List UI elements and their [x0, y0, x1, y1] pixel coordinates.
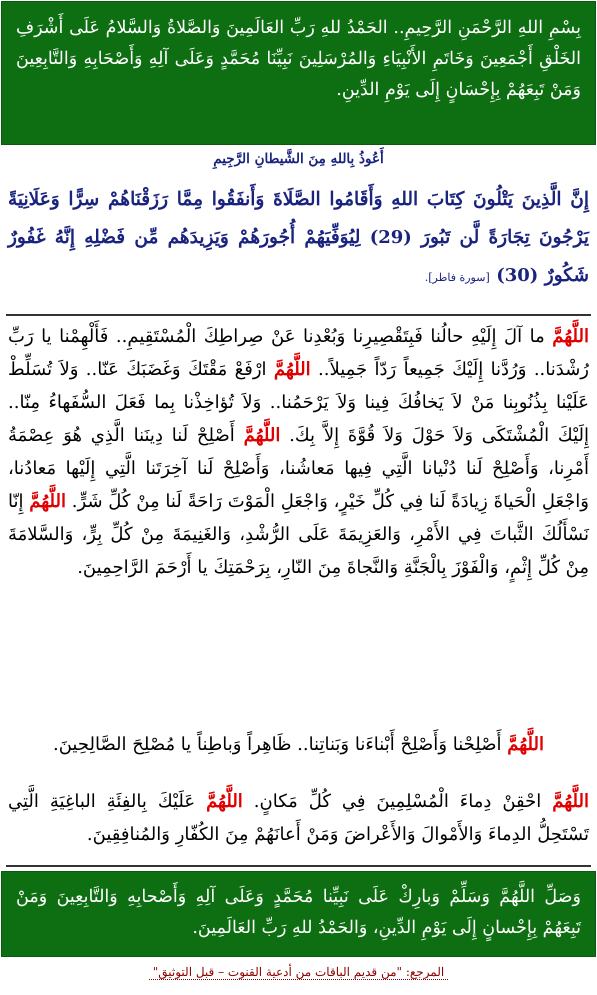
dua-1-segment-4: إِنّا نَسْأَلُكَ الثَّباتَ فِي الأَمْرِ، وَالعَزِيمَةَ عَلَى الرُّشْدِ، وَالغَنِيمَةَ مِنْ كُلِّ بِرٍّ، وَالسَّلامَةَ مِنْ كُلِّ إِثْمٍ، وَالْفَوْزَ بِالْجَنَّةِ وَالنَّجاةَ مِنَ النّارِ، بِرَحْمَتِكَ يا أَرْحَمَ الرَّاحِمِينَ. — [8, 491, 589, 578]
closing-salawat-text: وَصَلِّ اللَّهُمَّ وَسَلِّمْ وَبارِكْ عَلَى نَبِيِّنا مُحَمَّدٍ وَعَلَى آلِهِ وَأَصْحابِهِ وَالتَّابِعِينَ وَمَنْ تَبِعَهُمْ بِإِحْسانٍ إِلَى يَوْمِ الدِّينِ، وَالحَمْدُ للهِ رَبِّ العَالَمِينَ. — [16, 887, 581, 938]
quran-verse-29: إِنَّ الَّذِينَ يَتْلُونَ كِتَابَ اللهِ وَأَقَامُوا الصَّلَاةَ وَأَنفَقُوا مِمَّا رَزَقْنَاهُمْ سِرًّا وَعَلَانِيَةً يَرْجُونَ تِجَارَةً لَّن تَبُورَ — [8, 189, 589, 248]
allahumma-word: اللَّهُمَّ — [273, 359, 311, 380]
allahumma-word: اللَّهُمَّ — [243, 425, 281, 446]
ayah-number-30: (30) — [496, 265, 539, 286]
dua-3-segment-2: عَلَيْكَ بِالفِئَةِ الباغِيَةِ الَّتِي تَسْتَحِلُّ الدِماءَ وَالأَمْوالَ وَالأَعْراضَ وَمَنْ أَعانَهُمْ مِنَ الكُفّارِ وَالمُنافِقِينَ. — [8, 791, 589, 845]
quran-verse-block — [8, 181, 589, 297]
allahumma-word: اللَّهُمَّ — [552, 791, 589, 812]
reference-line — [0, 962, 597, 982]
dua-1-segment-2: ارْفَعْ مَقْتَكَ وَغَضَبَكَ عَنّا.. وَلاَ تُسَلِّطْ عَلَيْنا بِذُنُوبِنا مَنْ لاَ يَخافُكَ فِينا وَلاَ يَرْحَمُنا.. وَلاَ تُؤاخِذْنا بِما فَعَلَ السُّفَهاءُ مِنّا.. إِلَيْكَ الْمُشْتَكَى وَلاَ حَوْلَ وَلاَ قُوَّةَ إِلاَّ بِكَ. — [8, 359, 589, 446]
quran-verse-30: لِيُوَفِّيَهُمْ أُجُورَهُمْ وَيَزِيدَهُم مِّن فَضْلِهِ إِنَّهُ غَفُورٌ شَكُورٌ — [8, 227, 589, 286]
allahumma-word: اللَّهُمَّ — [552, 326, 589, 347]
opening-praise-text: بِسْمِ اللهِ الرَّحْمَنِ الرَّحِيمِ.. الحَمْدُ للهِ رَبِّ العَالَمِينَ وَالصَّلاةُ وَالسَّلامُ عَلَى أَشْرَفِ الخَلْقِ أَجْمَعِينَ وَخَاتَمِ الأَنْبِيَاءِ وَالمُرْسَلِينَ نَبِيِّنَا مُحَمَّدٍ وَعَلَى آلِهِ وَأَصْحَابِهِ وَالتَّابِعِينَ وَمَنْ تَبِعَهُمْ بِإِحْسَانٍ إِلَى يَوْمِ الدِّينِ. — [16, 18, 581, 100]
closing-salawat-box — [1, 871, 596, 957]
allahumma-word: اللَّهُمَّ — [29, 491, 67, 512]
opening-praise-box — [1, 1, 596, 145]
allahumma-word: اللَّهُمَّ — [206, 791, 243, 812]
surah-reference: [سورة فاطر]. — [424, 271, 490, 284]
divider-bottom — [6, 865, 591, 867]
dua-3-segment-1: احْقِنْ دِماءَ الْمُسْلِمِينَ فِي كُلِّ مَكانٍ. — [253, 791, 542, 812]
allahumma-word: اللَّهُمَّ — [507, 734, 544, 755]
dua-paragraph-2 — [8, 728, 589, 761]
reference-text: المرجع: "من قديم الباقات من أدعية القنوت – قبل التوثيق" — [149, 965, 449, 980]
divider-top — [6, 314, 591, 316]
taawwudh-line: أَعُوذُ بِاللهِ مِنَ الشَّيطانِ الرَّجِيمِ — [213, 151, 384, 167]
dua-2-text: أَصْلِحْنا وَأَصْلِحْ أَبْناءَنا وَبَناتِنا.. ظَاهِراً وَباطِناً يا مُصْلِحَ الصَّالِحِينَ. — [53, 734, 502, 755]
dua-1-segment-3: أَصْلِحْ لَنا دِينَنا الَّذِي هُوَ عِصْمَةُ أَمْرِنا، وَأَصْلِحْ لَنا دُنْيانا الَّتِي فِيها مَعاشُنا، وَأَصْلِحْ لَنا آخِرَتَنا الَّتِي إِلَيْها مَعادُنا، وَاجْعَلِ الْحَياةَ زِيادَةً لَنا فِي كُلِّ خَيْرٍ، وَاجْعَلِ الْمَوْتَ رَاحَةً لَنا مِنْ كُلِّ شَرٍّ. — [8, 425, 589, 512]
ayah-number-29: (29) — [369, 227, 412, 248]
dua-1-segment-1: ما آلَ إِلَيْهِ حالُنا فَبِتَقْصِيرِنا وَبُعْدِنا عَنْ صِراطِكَ الْمُسْتَقِيمِ.. فَأَلْهِمْنا يا رَبِّ رُشْدَنا.. وَرُدَّنا إِلَيْكَ جَمِيعاً رَدّاً جَمِيلاً.. — [8, 326, 589, 380]
dua-paragraph-1 — [8, 320, 589, 584]
dua-paragraph-3 — [8, 785, 589, 851]
